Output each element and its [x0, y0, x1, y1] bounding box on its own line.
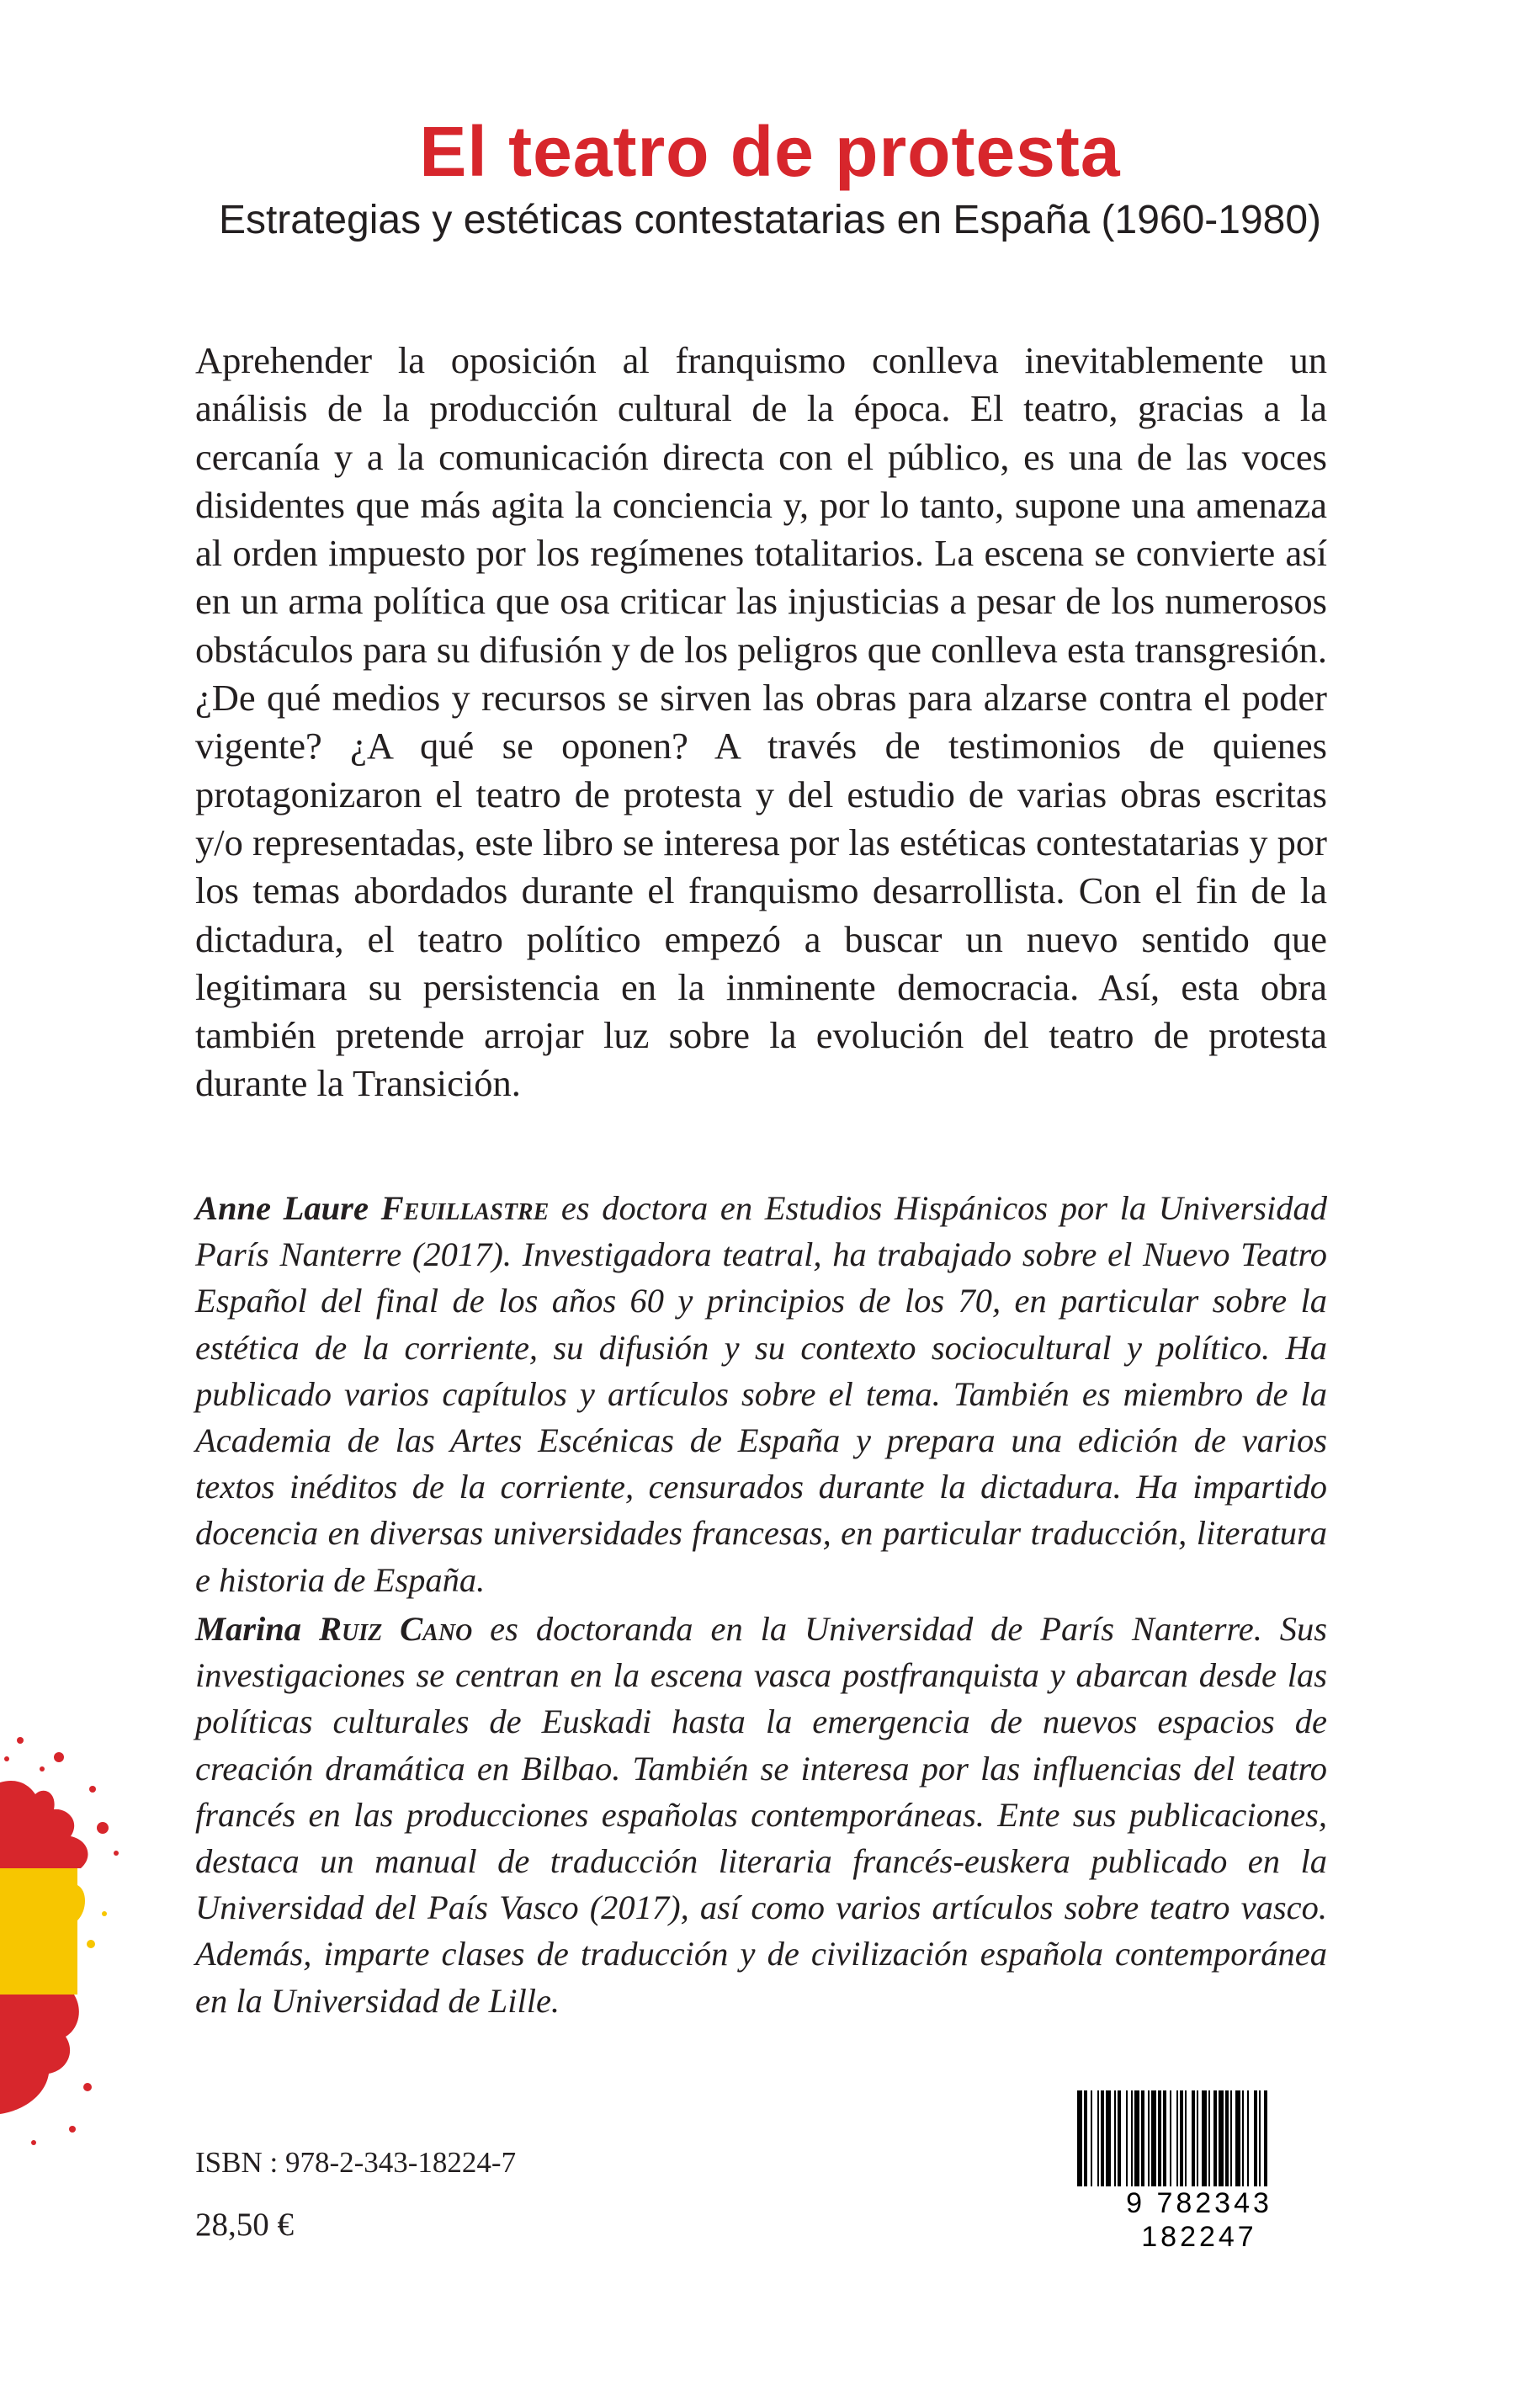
author-1-name: Anne Laure Feuillastre — [195, 1189, 550, 1227]
author-bio-1 — [195, 1185, 1327, 1603]
author-1-bio-text: es doctora en Estudios Hispánicos por la Universidad París Nanterre (2017). Investigadora teatral, ha trabajado sobre el Nuevo Teatro Español del final de los años 60 y principios de los 70, en particular sobre la estética de la corriente, su difusión y su contexto sociocultural y político. Ha publicado varios capítulos y artículos sobre el tema. También es miembro de la Academia de las Artes Escénicas de España y prepara una edición de varios textos inéditos de la corriente, censurados durante la dictadura. Ha impartido docencia en diversas universidades francesas, en particular traducción, literatura e historia de España. — [195, 1189, 1327, 1599]
author-2-bio-text: es doctoranda en la Universidad de París Nanterre. Sus investigaciones se centran en la escena vasca postfranquista y abarcan desde las políticas culturales de Euskadi hasta la emergencia de nuevos espacios de creación dramática en Bilbao. También se interesa por las influencias del teatro francés en las producciones españolas contemporáneas. Ente sus publicaciones, destaca un manual de traducción literaria francés-euskera publicado en la Universidad del País Vasco (2017), así como varios artículos sobre teatro vasco. Además, imparte clases de traducción y de civilización española contemporánea en la Universidad de Lille. — [195, 1610, 1328, 2020]
barcode-number: 9 782343 182247 — [1069, 2186, 1330, 2254]
isbn: ISBN : 978-2-343-18224-7 — [195, 2146, 517, 2179]
spain-flag-splash-icon — [0, 1734, 143, 2171]
book-title: El teatro de protesta — [419, 112, 1121, 191]
book-subtitle: Estrategias y estéticas contestatarias en España (1960-1980) — [218, 198, 1322, 242]
book-summary: Aprehender la oposición al franquismo conlleva inevitablemente un análisis de la producción cultural de la época. El teatro, gracias a la cercanía y a la comunicación directa con el público, es una de las voces disidentes que más agita la conciencia y, por lo tanto, supone una amenaza al orden impuesto por los regímenes totalitarios. La escena se convierte así en un arma política que osa criticar las injusticias a pesar de los numerosos obstáculos para su difusión y de los peligros que conlleva esta transgresión. ¿De qué medios y recursos se sirven las obras para alzarse contra el poder vigente? ¿A qué se oponen? A través de testimonios de quienes protagonizaron el teatro de protesta y del estudio de varias obras escritas y/o representadas, este libro se interesa por las estéticas contestatarias y por los temas abordados durante el franquismo desarrollista. Con el fin de la dictadura, el teatro político empezó a buscar un nuevo sentido que legitimara su persistencia en la inminente democracia. Así, esta obra también pretende arrojar luz sobre la evolución del teatro de protesta durante la Transición. — [195, 339, 1327, 1105]
author-2-name: Marina Ruiz Cano — [195, 1610, 473, 1648]
price: 28,50 € — [195, 2207, 294, 2243]
author-bio-2 — [195, 1606, 1327, 2024]
